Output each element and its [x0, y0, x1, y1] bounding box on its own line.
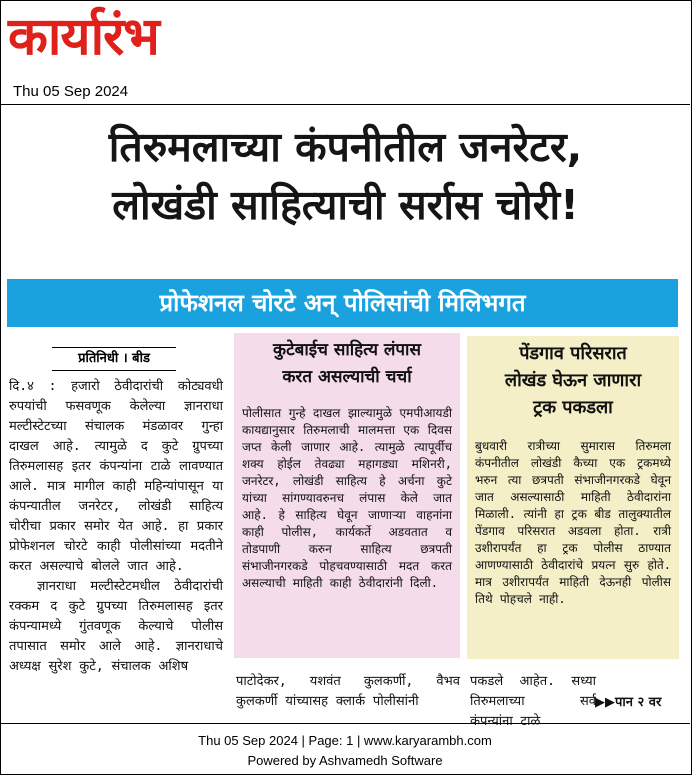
yellow-box-heading-line-1: पेंडगाव परिसरात [519, 343, 627, 364]
subheadline-bar: प्रोफेशनल चोरटे अन् पोलिसांची मिलिभगत [7, 279, 678, 327]
footer-page-info[interactable]: Thu 05 Sep 2024 | Page: 1 | www.karyarambh.com [198, 733, 492, 748]
footer [0, 723, 690, 774]
yellow-box-text: बुधवारी रात्रीच्या सुमारास तिरुमला कंपनीतील लोखंडी कैच्या एक ट्रकमध्ये भरुन त्या छत्रपती संभाजीनगरकडे घेवून जात असल्यासाठी माहिती ठेवीदारांना मिळाली. त्यांनी हा ट्रक बीड तालुक्यातील पेंडगाव परिसरात अडवला होता. रात्री उशीरापर्यंत हा ट्रक पोलीस ठाण्यात आणण्यासाठी ठेवीदारांचे प्रयत्न सुरु होते. मात्र उशीरापर्यंत माहिती देऊनही पोलीस तिथे पोहचले नाही. [475, 439, 671, 606]
column-3-continuation: पकडले आहेत. सध्या तिरुमलाच्या सर्व कंपन्यांना टाळे [470, 674, 596, 729]
yellow-box-heading [467, 340, 679, 421]
sidebar-box-pink [234, 333, 460, 658]
column-2-continuation: पाटोदेकर, यशवंत कुलकर्णी, वैभव कुलकर्णी यांच्यासह क्लार्क पोलीसांनी [236, 674, 460, 709]
continued-on-page-link[interactable]: ▶▶पान २ वर [595, 695, 662, 710]
column-1 [9, 377, 223, 677]
pink-box-heading-line-2: करत असल्याची चर्चा [282, 367, 412, 387]
headline-line-1: तिरुमलाच्या कंपनीतील जनरेटर, [108, 123, 583, 171]
yellow-box-heading-line-2: लोखंड घेऊन जाणारा [504, 370, 642, 391]
sidebar-box-yellow [467, 336, 679, 659]
column-1-paragraph-1: दि.४ : हजारो ठेवीदारांची कोट्यवधी रुपयांची फसवणूक केलेल्या ज्ञानराधा मल्टीस्टेटच्या संचालक मंडळावर गुन्हा दाखल आहे. त्यामुळे द कुटे ग्रुपच्या तिरुमलासह इतर कंपन्यांना टाळे लावण्यात आले. मात्र मागील काही महिन्यांपासून या कंपन्यातील जनरेटर, लोखंडी साहित्य चोरीचा प्रकार समोर येत आहे. हा प्रकार प्रोफेशनल चोरटे काही पोलीसांच्या मदतीने करत असल्याचे बोलले जात आहे. [9, 379, 223, 574]
pink-box-text: पोलीसात गुन्हे दाखल झाल्यामुळे एमपीआयडी कायद्यानुसार तिरुमलाची मालमत्ता एक दिवस जप्त केली जाणार आहे. त्यामुळे त्यापूर्वीच शक्य होईल तेवढ्या महागड्या मशिनरी, जनरेटर, लोखंडी साहित्य हे अर्चना कुटे यांच्या सांगण्यावरुनच लंपास केले जात आहे. हे साहित्य घेवून जाणाऱ्या वाहनांना काही पोलीस, कार्यकर्ते अडवतात व तोडपाणी करुन साहित्य छत्रपती संभाजीनगरकडे पोहचवण्यासाठी मदत करत असल्याची माहिती काही ठेवीदारांनी दिली. [242, 406, 452, 590]
yellow-box-heading-line-3: ट्रक पकडला [533, 397, 613, 418]
edition-date: Thu 05 Sep 2024 [13, 83, 129, 100]
masthead [0, 0, 690, 105]
headline-line-2: लोखंडी साहित्याची सर्रास चोरी! [112, 181, 579, 229]
column-1-paragraph-2: ज्ञानराधा मल्टीस्टेटमधील ठेवीदारांची रक्कम द कुटे ग्रुपच्या तिरुमलासह इतर कंपन्यामध्ये गुंतवणूक केल्याचे पोलीस तपासात समोर आले आहे. ज्ञानराधाचे अध्यक्ष सुरेश कुटे, संचालक अशिष [9, 579, 223, 674]
news-clipping [3, 106, 688, 729]
byline: प्रतिनिधी । बीड [52, 347, 176, 371]
newspaper-logo[interactable]: कार्यारंभ [8, 7, 159, 67]
headline [3, 118, 688, 234]
footer-powered-by: Powered by Ashvamedh Software [247, 753, 443, 768]
pink-box-heading [234, 337, 460, 391]
pink-box-heading-line-1: कुटेबाईच साहित्य लंपास [273, 340, 421, 360]
